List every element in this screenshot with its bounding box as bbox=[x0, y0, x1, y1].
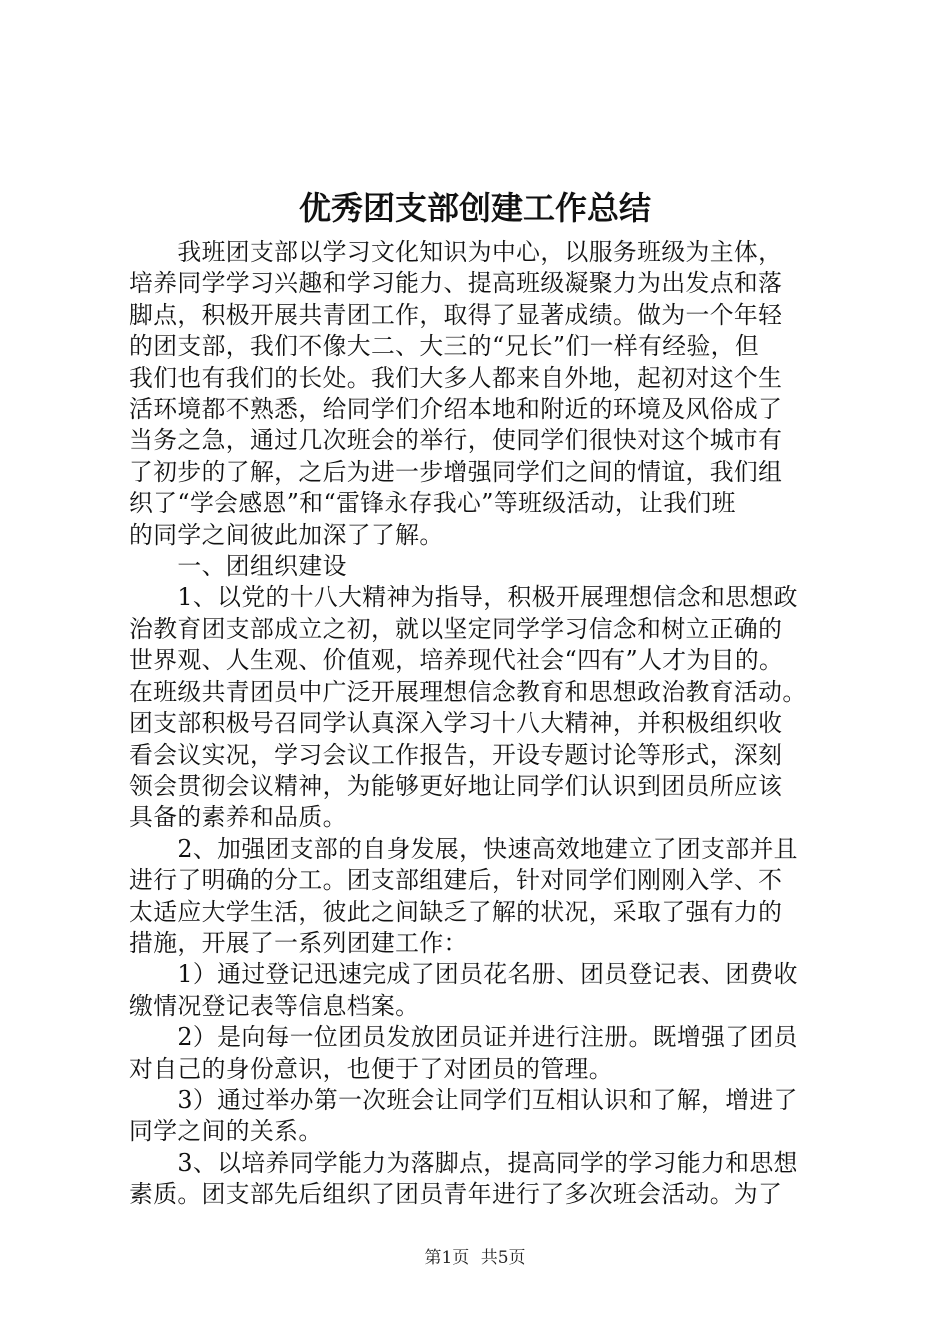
body-line: 措施，开展了一系列团建工作： bbox=[129, 928, 468, 957]
body-line: 世界观、人生观、价值观，培养现代社会“四有”人才为目的。 bbox=[129, 646, 784, 675]
body-line: 我们也有我们的长处。我们大多人都来自外地，起初对这个生 bbox=[129, 363, 783, 392]
body-line: 2、加强团支部的自身发展，快速高效地建立了团支部并且 bbox=[129, 834, 798, 863]
body-line: 进行了明确的分工。团支部组建后，针对同学们刚刚入学、不 bbox=[129, 866, 783, 895]
section-heading: 一、团组织建设 bbox=[129, 552, 347, 581]
body-line: 在班级共青团员中广泛开展理想信念教育和思想政治教育活动。 bbox=[129, 677, 807, 706]
body-line: 领会贯彻会议精神，为能够更好地让同学们认识到团员所应该 bbox=[129, 771, 783, 800]
body-line: 1）通过登记迅速完成了团员花名册、团员登记表、团费收 bbox=[129, 960, 798, 989]
body-line: 具备的素养和品质。 bbox=[129, 803, 347, 832]
body-line: 缴情况登记表等信息档案。 bbox=[129, 991, 420, 1020]
body-line: 我班团支部以学习文化知识为中心，以服务班级为主体， bbox=[129, 238, 783, 266]
body-line: 了初步的了解，之后为进一步增强同学们之间的情谊，我们组 bbox=[129, 457, 783, 486]
body-line: 活环境都不熟悉，给同学们介绍本地和附近的环境及风俗成了 bbox=[129, 395, 783, 424]
body-line: 看会议实况，学习会议工作报告，开设专题讨论等形式，深刻 bbox=[129, 740, 783, 769]
document-body bbox=[129, 237, 829, 1211]
body-line: 团支部积极号召同学认真深入学习十八大精神，并积极组织收 bbox=[129, 709, 783, 738]
body-line: 2）是向每一位团员发放团员证并进行注册。既增强了团员 bbox=[129, 1023, 798, 1052]
body-line: 太适应大学生活，彼此之间缺乏了解的状况，采取了强有力的 bbox=[129, 897, 783, 926]
body-line: 织了“学会感恩”和“雷锋永存我心”等班级活动，让我们班 bbox=[129, 489, 736, 518]
body-line: 当务之急，通过几次班会的举行，使同学们很快对这个城市有 bbox=[129, 426, 783, 455]
body-line: 1、以党的十八大精神为指导，积极开展理想信念和思想政 bbox=[129, 583, 798, 612]
document-title: 优秀团支部创建工作总结 bbox=[298, 189, 651, 227]
body-line: 的团支部，我们不像大二、大三的“兄长”们一样有经验，但 bbox=[129, 332, 760, 361]
body-line: 脚点，积极开展共青团工作，取得了显著成绩。做为一个年轻 bbox=[129, 300, 783, 329]
body-line: 3）通过举办第一次班会让同学们互相认识和了解，增进了 bbox=[129, 1085, 798, 1114]
body-line: 对自己的身份意识，也便于了对团员的管理。 bbox=[129, 1054, 613, 1083]
body-line: 治教育团支部成立之初，就以坚定同学学习信念和树立正确的 bbox=[129, 614, 783, 643]
page-number: 第1页 bbox=[424, 1248, 470, 1268]
body-line: 的同学之间彼此加深了了解。 bbox=[129, 520, 444, 549]
body-line: 同学之间的关系。 bbox=[129, 1117, 323, 1146]
body-line: 素质。团支部先后组织了团员青年进行了多次班会活动。为了 bbox=[129, 1180, 783, 1209]
page-footer bbox=[0, 1243, 950, 1268]
body-line: 3、以培养同学能力为落脚点，提高同学的学习能力和思想 bbox=[129, 1148, 798, 1177]
body-line: 培养同学学习兴趣和学习能力、提高班级凝聚力为出发点和落 bbox=[129, 269, 783, 298]
page-total: 共5页 bbox=[480, 1248, 526, 1268]
